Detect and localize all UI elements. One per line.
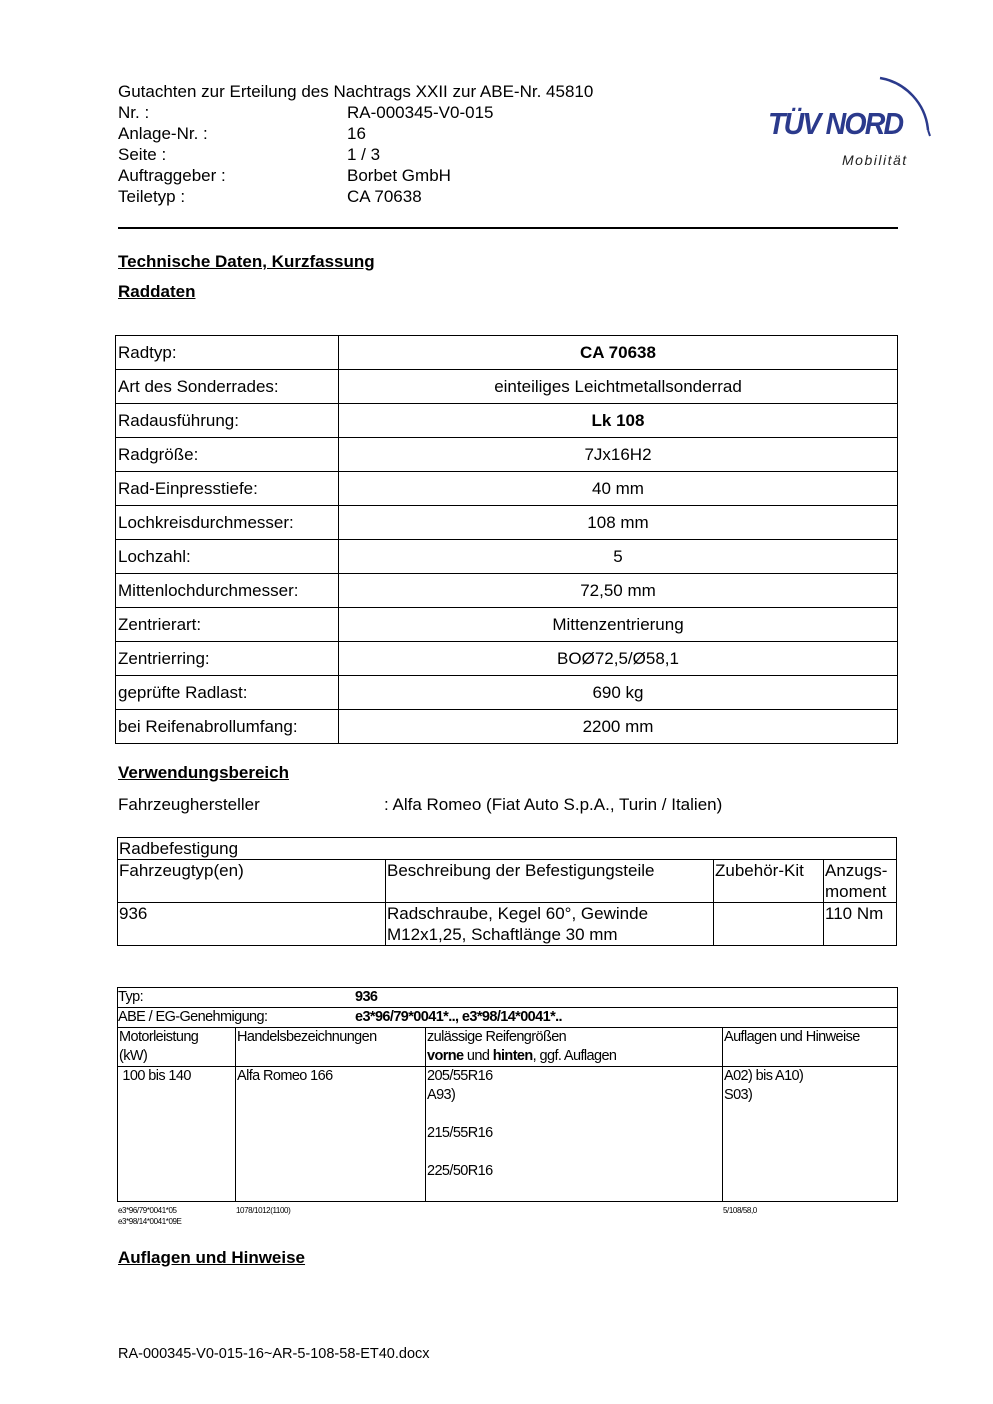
table-row: Zentrierart: Mittenzentrierung — [116, 608, 898, 642]
table-row: Radtyp: CA 70638 — [116, 336, 898, 370]
fahrzeughersteller-line — [118, 795, 722, 815]
logo-wordmark: TÜV NORD — [768, 106, 903, 141]
header-divider — [118, 227, 898, 229]
table-row: 100 bis 140 Alfa Romeo 166 205/55R16 A93) 215/55R16 225/50R16 A02) bis A10) S03) — [118, 1067, 898, 1202]
document-title: Gutachten zur Erteilung des Nachtrags XXII zur ABE-Nr. 45810 — [118, 82, 594, 101]
header-row-teiletyp: Teiletyp : CA 70638 — [118, 187, 422, 206]
footnote-auflagen: 5/108/58,0 — [723, 1206, 757, 1215]
table-row: Radausführung: Lk 108 — [116, 404, 898, 438]
table-row: Art des Sonderrades: einteiliges Leichtmetallsonderrad — [116, 370, 898, 404]
header-row-nr: Nr. : RA-000345-V0-015 — [118, 103, 494, 122]
section-title-technische-daten: Technische Daten, Kurzfassung — [118, 252, 375, 271]
section-title-verwendungsbereich: Verwendungsbereich — [118, 763, 289, 782]
table-row: Lochkreisdurchmesser: 108 mm — [116, 506, 898, 540]
footnote-handel: 1078/1012(1100) — [236, 1206, 291, 1215]
typ-table — [117, 987, 898, 1202]
table-row: Radgröße: 7Jx16H2 — [116, 438, 898, 472]
footnote-motor: e3*96/79*0041*05 e3*98/14*0041*09E — [118, 1206, 182, 1226]
header-row-anlage: Anlage-Nr. : 16 — [118, 124, 366, 143]
table-row: Lochzahl: 5 — [116, 540, 898, 574]
logo-subtitle: Mobilität — [842, 152, 908, 168]
header-row-auftraggeber: Auftraggeber : Borbet GmbH — [118, 166, 451, 185]
table-row: bei Reifenabrollumfang: 2200 mm — [116, 710, 898, 744]
table-row: 936 Radschraube, Kegel 60°, Gewinde M12x1,25, Schaftlänge 30 mm 110 Nm — [118, 903, 897, 946]
table-row: Typ: 936 — [118, 988, 898, 1008]
table-row: Motorleistung (kW) Handelsbezeichnungen zulässige Reifengrößen vorne und hinten, ggf. Auflagen Auflagen und Hinweise — [118, 1028, 898, 1067]
header-row-seite: Seite : 1 / 3 — [118, 145, 381, 164]
tuv-nord-logo — [760, 58, 945, 173]
radbefestigung-table — [117, 837, 897, 946]
table-row: Zentrierring: BOØ72,5/Ø58,1 — [116, 642, 898, 676]
table-row: geprüfte Radlast: 690 kg — [116, 676, 898, 710]
table-row: Mittenlochdurchmesser: 72,50 mm — [116, 574, 898, 608]
section-title-auflagen: Auflagen und Hinweise — [118, 1248, 306, 1267]
table-row: Rad-Einpresstiefe: 40 mm — [116, 472, 898, 506]
section-title-raddaten: Raddaten — [118, 282, 196, 301]
footer-filename: RA-000345-V0-015-16~AR-5-108-58-ET40.docx — [118, 1346, 430, 1362]
table-row: ABE / EG-Genehmigung: e3*96/79*0041*.., e3*98/14*0041*.. — [118, 1008, 898, 1028]
table-row: Radbefestigung — [118, 838, 897, 860]
fahrzeughersteller-label: Fahrzeughersteller — [118, 795, 260, 814]
raddaten-table — [115, 335, 898, 744]
table-row: Fahrzeugtyp(en) Beschreibung der Befestigungsteile Zubehör-Kit Anzugs- moment — [118, 860, 897, 903]
fahrzeughersteller-value: : Alfa Romeo (Fiat Auto S.p.A., Turin / Italien) — [384, 795, 723, 814]
document-header — [118, 81, 678, 207]
